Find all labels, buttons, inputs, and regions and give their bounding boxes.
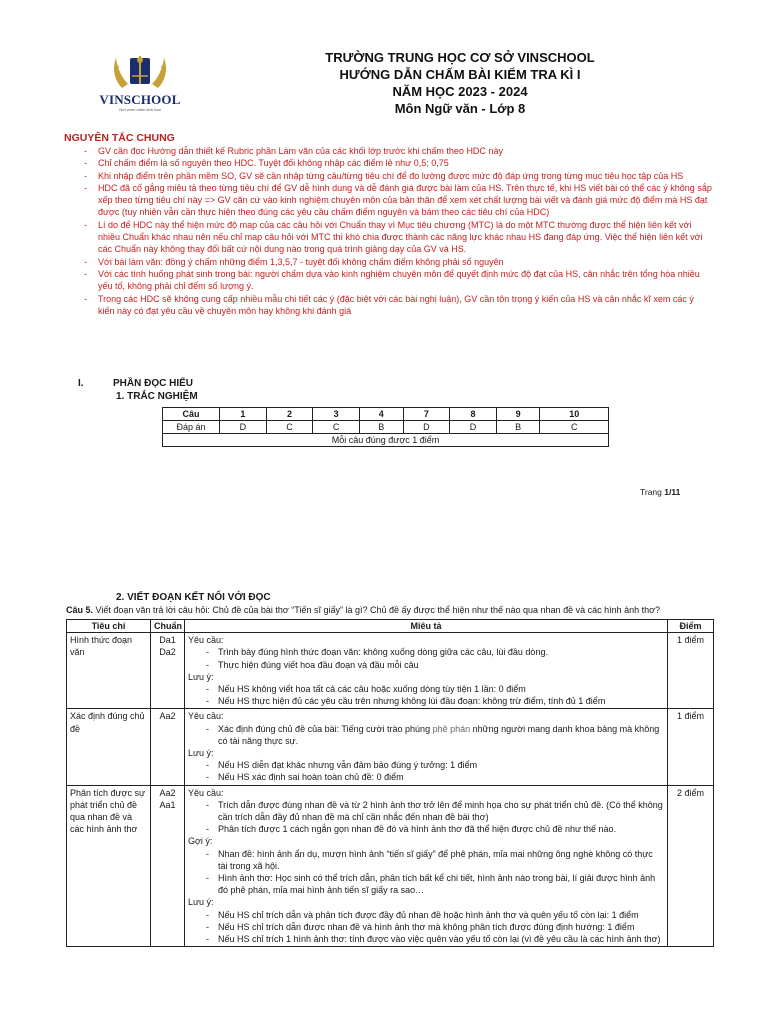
requirement-item: - Thực hiện đúng viết hoa đầu đoạn và đầu mỗi câu [188, 659, 664, 671]
table-header-cell: Chuẩn [151, 620, 185, 633]
principle-item: - HDC đã cố gắng miêu tả theo từng tiêu chí để GV dễ hình dung và dễ đánh giá được bài làm của HS. Trên thực tế, khi HS viết bài có thể các ý không sắp xếp theo từng tiêu chí này => GV căn cứ vào kinh nghiệm chuyên môn của bản thân để xem xét chất lượng bài viết và đánh giá mức độ điểm mà HS đạt được (tuy nhiên vẫn cần thực hiện theo đúng các yêu cầu chấm điểm nguyên và bám theo các tiêu chí của HDC) [72, 182, 712, 219]
note-label: Lưu ý: [188, 897, 214, 908]
standard-code: Da1 [159, 635, 176, 646]
table-header-cell: Miêu tả [185, 620, 668, 633]
principle-item: - Với các tình huống phát sinh trong bài: người chấm dựa vào kinh nghiệm chuyên môn để quyết định mức độ đạt của HS, cân nhắc trên tổng hòa nhiều yếu tố, không phải chỉ đếm số lượng ý. [72, 268, 712, 293]
requirement-label: Yêu cầu: [188, 635, 224, 646]
criterion-cell: Hình thức đoạn văn [67, 633, 151, 709]
table-row [67, 709, 714, 785]
table-header-cell: Điểm [668, 620, 714, 633]
table-cell: Đáp án [163, 421, 220, 434]
school-name: TRƯỜNG TRUNG HỌC CƠ SỞ VINSCHOOL [325, 50, 595, 65]
standard-cell [151, 633, 185, 709]
requirement-highlight: phê phán [432, 723, 471, 734]
principle-item: - Lí do để HDC này thể hiện mức độ map của các câu hỏi với Chuẩn thay vì Mục tiêu chương (MTC) là do một MTC thường được thể hiện liên kết với nhiều Chuẩn khác nhau nên nếu chỉ map câu hỏi với MTC thì khó chia được thành các năng lực khác nhau HS đang đáp ứng. Việc thể hiện liên kết với các Chuẩn này không thay đổi bất cứ nội dung nào trong quá trình giảng dạy của GV và HS. [72, 219, 712, 256]
requirement-item: - Trình bày đúng hình thức đoạn văn: không xuống dòng giữa các câu, lùi đầu dòng. [188, 646, 664, 658]
rubric-table [66, 619, 714, 947]
table-cell: B [496, 421, 540, 434]
answer-key-table [162, 407, 609, 447]
school-year: NĂM HỌC 2023 - 2024 [392, 84, 528, 99]
requirement-label: Yêu cầu: [188, 787, 224, 798]
table-header-cell: 7 [403, 408, 450, 421]
note-item: - Nếu HS chỉ trích dẫn được nhan đề và hình ảnh thơ mà không phân tích được đúng định hướng: 1 điểm [188, 921, 664, 933]
question-label: Câu 5. [66, 605, 94, 615]
table-cell: C [313, 421, 360, 434]
note-item: - Nếu HS chỉ trích 1 hình ảnh thơ: tính được vào việc quên vào yếu tố còn lại (vì đề yêu cầu là các hình ảnh thơ) [188, 933, 664, 945]
table-row [163, 421, 609, 434]
table-header-cell: 1 [220, 408, 267, 421]
logo-wordmark: VINSCHOOL [99, 92, 181, 107]
note-item: - Nếu HS chỉ trích dẫn và phân tích được đầy đủ nhan đề hoặc hình ảnh thơ và quên yếu tố còn lại: 1 điểm [188, 909, 664, 921]
table-header-row [67, 620, 714, 633]
description-cell [185, 709, 668, 785]
table-row [163, 434, 609, 447]
hint-item: - Hình ảnh thơ: Học sinh có thể trích dẫn, phân tích bất kể chi tiết, hình ảnh nào trong bài, lí giải được hình ảnh đó phê phán, mỉa mai hình ảnh tiến sĩ giấy ra sao… [188, 872, 664, 896]
page-total: /11 [669, 487, 681, 497]
table-header-cell: Tiêu chí [67, 620, 151, 633]
subject-grade: Môn Ngữ văn - Lớp 8 [394, 101, 526, 116]
page-number [640, 487, 680, 497]
section-number: I. [78, 378, 84, 389]
criterion-cell: Phân tích được sự phát triển chủ đề qua nhan đề và các hình ảnh thơ [67, 785, 151, 947]
logo-tagline: Nơi ươm mầm tinh hoa [119, 107, 161, 112]
score-cell: 1 điểm [668, 633, 714, 709]
hint-item: - Nhan đề: hình ảnh ẩn dụ, mượn hình ảnh “tiến sĩ giấy” để phê phán, mỉa mai những ông nghè không có thực tài trong xã hội. [188, 848, 664, 872]
score-cell: 2 điểm [668, 785, 714, 947]
hint-label: Gợi ý: [188, 836, 213, 847]
page-current: 1 [664, 487, 669, 497]
table-cell: D [450, 421, 497, 434]
table-header-cell: 4 [359, 408, 403, 421]
subsection-title: 2. VIẾT ĐOẠN KẾT NỐI VỚI ĐỌC [116, 592, 271, 603]
table-cell: B [359, 421, 403, 434]
table-header-cell: 2 [266, 408, 313, 421]
principle-item: - Với bài làm văn: đồng ý chấm những điểm 1,3,5,7 - tuyệt đối không chấm điểm không phải số nguyên [72, 256, 712, 268]
document-title: HƯỚNG DẪN CHẤM BÀI KIỂM TRA KÌ I [339, 67, 581, 82]
table-row [163, 408, 609, 421]
table-cell: D [220, 421, 267, 434]
note-item: - Nếu HS không viết hoa tất cả các câu hoặc xuống dòng tùy tiện 1 lần: 0 điểm [188, 683, 664, 695]
requirement-text: những người mang danh khoa bảng mà không có tài năng thực sự. [218, 723, 660, 746]
description-cell [185, 785, 668, 947]
table-header-cell: 8 [450, 408, 497, 421]
standard-code: Aa1 [159, 799, 176, 810]
question-text: Viết đoạn văn trả lời câu hỏi: Chủ đề của bài thơ “Tiến sĩ giấy” là gì? Chủ đề ấy được thể hiện như thế nào qua nhan đề và các hình ảnh thơ? [93, 605, 661, 615]
standard-cell [151, 709, 185, 785]
note-item: - Nếu HS thực hiện đủ các yêu cầu trên nhưng không lùi đầu đoạn: không trừ điểm, tính đủ 1 điểm [188, 695, 664, 707]
table-header-cell: Câu [163, 408, 220, 421]
principle-item: - Chỉ chấm điểm là số nguyên theo HDC. Tuyệt đối không nhập các điểm lẻ như 0,5; 0,75 [72, 157, 712, 169]
standard-code: Da2 [159, 647, 176, 658]
note-item: - Nếu HS diễn đạt khác nhưng vẫn đảm bảo đúng ý tưởng: 1 điểm [188, 759, 664, 771]
note-label: Lưu ý: [188, 671, 214, 682]
page-label: Trang [640, 487, 665, 497]
table-row [67, 633, 714, 709]
requirement-text: Xác định đúng chủ đề của bài: Tiếng cười trào phúng [218, 723, 433, 734]
table-header-cell: 9 [496, 408, 540, 421]
note-label: Lưu ý: [188, 748, 214, 759]
note-item: - Nếu HS xác định sai hoàn toàn chủ đề: 0 điểm [188, 771, 664, 783]
table-header-cell: 3 [313, 408, 360, 421]
principle-item: - Khi nhập điểm trên phần mềm SO, GV sẽ cần nhập từng câu/từng tiêu chí để đo lường được mức độ đáp ứng trong từng mục tiêu học tập của HS [72, 170, 712, 182]
table-cell: C [266, 421, 313, 434]
table-row [67, 785, 714, 947]
requirement-label: Yêu cầu: [188, 711, 224, 722]
standard-code: Aa2 [159, 711, 176, 722]
table-header-cell: 10 [540, 408, 609, 421]
table-note: Mỗi câu đúng được 1 điểm [163, 434, 609, 447]
requirement-item: - Phân tích được 1 cách ngắn gọn nhan đề đó và hình ảnh thơ đã thể hiện được chủ đề như thế nào. [188, 823, 664, 835]
criterion-cell: Xác định đúng chủ đề [67, 709, 151, 785]
question-prompt [66, 605, 766, 615]
description-cell [185, 633, 668, 709]
principle-item: - Trong các HDC sẽ không cung cấp nhiều mẫu chi tiết các ý (đặc biệt với các bài nghị luận), GV cần tôn trọng ý kiến của HS và cân nhắc kĩ xem các ý kiến này có đạt yêu cầu về chuyên môn hay không khi đánh giá [72, 293, 712, 318]
requirement-item [188, 723, 664, 747]
section-title: PHẦN ĐỌC HIỂU [113, 378, 194, 389]
principles-title: NGUYÊN TẮC CHUNG [64, 132, 175, 144]
principle-item: - GV cần đọc Hướng dẫn thiết kế Rubric phần Làm văn của các khối lớp trước khi chấm theo HDC này [72, 145, 712, 157]
score-cell: 1 điểm [668, 709, 714, 785]
standard-code: Aa2 [159, 787, 176, 798]
requirement-item: - Trích dẫn được đúng nhan đề và từ 2 hình ảnh thơ trở lên để minh họa cho sự phát triển chủ đề. (Có thể không cần trích dẫn đầy đủ nhan đề mà chỉ cần nhắc đến nhan đề bài thơ) [188, 799, 664, 823]
standard-cell [151, 785, 185, 947]
table-cell: C [540, 421, 609, 434]
principles-list [72, 145, 712, 317]
table-cell: D [403, 421, 450, 434]
subsection-title: 1. TRẮC NGHIỆM [116, 391, 198, 402]
